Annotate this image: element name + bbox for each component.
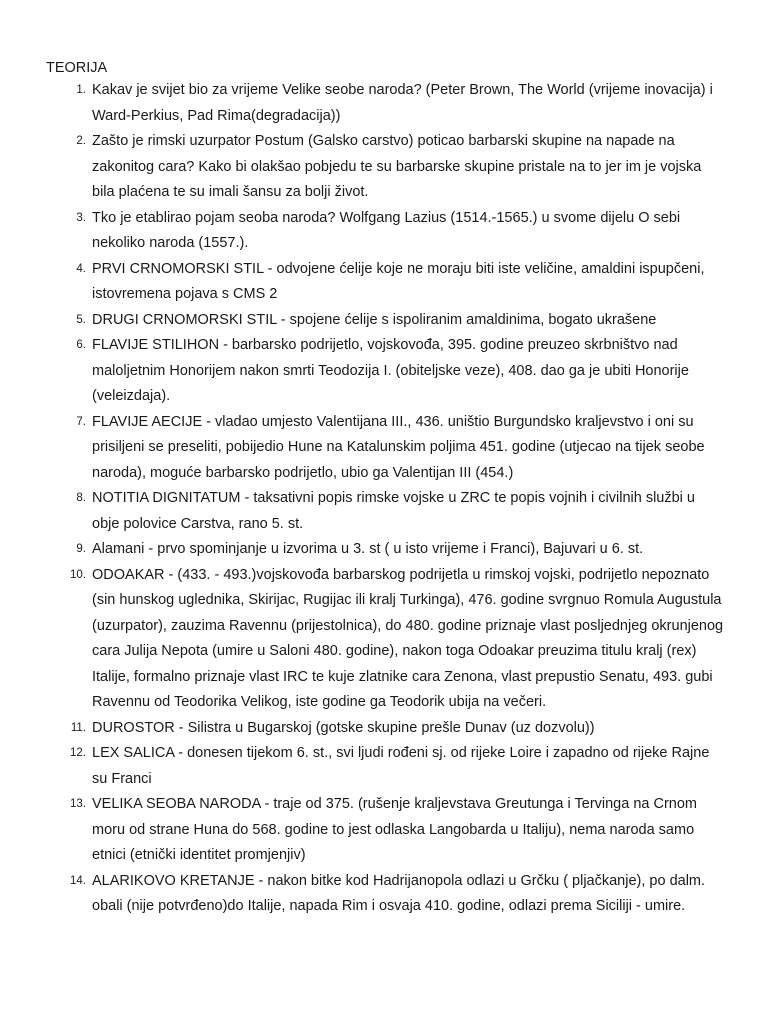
list-item-number: 12. xyxy=(70,747,86,759)
list-item-text: VELIKA SEOBA NARODA - traje od 375. (rušenje kraljevstava Greutunga i Tervinga na Crnom moru od strane Huna do 568. godine to jest odlaska Langobarda u Italiju), nema naroda samo etnici (etnički identitet promjenjiv) xyxy=(92,796,697,863)
list-item xyxy=(46,716,724,742)
list-item-number: 8. xyxy=(76,492,86,504)
list-item-text: Alamani - prvo spominjanje u izvorima u 3. st ( u isto vrijeme i Franci), Bajuvari u 6. st. xyxy=(92,541,644,557)
list-item xyxy=(46,333,724,410)
list-item-text: FLAVIJE AECIJE - vladao umjesto Valentijana III., 436. uništio Burgundsko kraljevstvo i oni su prisiljeni se preseliti, pobijedio Hune na Katalunskim poljima 451. godine (utjecao na tijek seobe naroda), moguće barbarsko podrijetlo, ubio ga Valentijan III (454.) xyxy=(92,413,705,481)
list-item-number: 4. xyxy=(76,262,86,275)
list-item xyxy=(46,486,724,537)
list-item xyxy=(46,563,724,716)
question-list xyxy=(46,78,724,920)
list-item-number: 10. xyxy=(70,568,86,581)
list-item-text: FLAVIJE STILIHON - barbarsko podrijetlo, vojskovođa, 395. godine preuzeo skrbništvo nad maloljetnim Honorijem nakon smrti Teodozija I. (obiteljske veze), 408. dao ga je ubiti Honorije (veleizdaja). xyxy=(92,337,689,404)
list-item xyxy=(46,78,724,129)
list-item-text: PRVI CRNOMORSKI STIL - odvojene ćelije koje ne moraju biti iste veličine, amaldini ispupčeni, istovremena pojava s CMS 2 xyxy=(92,260,705,302)
list-item-number: 11. xyxy=(70,721,86,734)
list-item-text: Kakav je svijet bio za vrijeme Velike seobe naroda? (Peter Brown, The World (vrijeme inovacija) i Ward-Perkius, Pad Rima(degradacija)) xyxy=(92,82,713,124)
list-item xyxy=(46,129,724,206)
list-item-number: 5. xyxy=(76,313,86,326)
list-item-text: DUROSTOR - Silistra u Bugarskoj (gotske skupine prešle Dunav (uz dozvolu)) xyxy=(92,719,595,736)
list-item xyxy=(46,537,724,563)
list-item xyxy=(46,869,724,920)
list-item xyxy=(46,410,724,487)
list-item-number: 14. xyxy=(70,874,86,887)
list-item-number: 13. xyxy=(70,798,86,810)
list-item xyxy=(46,792,724,869)
list-item-text: ODOAKAR - (433. - 493.)vojskovođa barbarskog podrijetla u rimskoj vojski, podrijetlo nepoznato (sin hunskog uglednika, Skirijac, Rugijac ili kralj Turkinga), 476. godine svrgnuo Romula Augustula (uzurpator), zauzima Ravennu (prijestolnica), do 480. godine priznaje vlast posljednjeg okrunjenog cara Julija Nepota (umire u Saloni 480. godine), nakon toga Odoakar preuzima titulu kralj (rex) Italije, formalno priznaje vlast IRC te kuje zlatnike cara Zenona, vlast prepustio Senatu, 493. gubi Ravennu od Teodorika Velikog, iste godine ga Teodorik ubija na večeri. xyxy=(92,566,724,710)
document-title: TEORIJA xyxy=(46,60,108,76)
list-item xyxy=(46,257,724,308)
list-item-number: 2. xyxy=(76,135,86,147)
list-item-number: 7. xyxy=(76,415,86,428)
list-item-text: DRUGI CRNOMORSKI STIL - spojene ćelije s ispoliranim amaldinima, bogato ukrašene xyxy=(92,311,657,328)
list-item-text: Zašto je rimski uzurpator Postum (Galsko carstvo) poticao barbarski skupine na napade na zakonitog cara? Kako bi olakšao pobjedu te su barbarske skupine pristale na to jer im je vojska bila plaćena te su imali šansu za bolji život. xyxy=(92,133,702,200)
list-item-number: 3. xyxy=(76,211,86,224)
list-item-number: 6. xyxy=(76,339,86,351)
list-item-text: ALARIKOVO KRETANJE - nakon bitke kod Hadrijanopola odlazi u Grčku ( pljačkanje), po dalm. obali (nije potvrđeno)do Italije, napada Rim i osvaja 410. godine, odlazi prema Siciliji - umire. xyxy=(92,872,706,914)
list-item-number: 1. xyxy=(76,84,86,96)
list-item-number: 9. xyxy=(76,543,86,555)
list-item-text: NOTITIA DIGNITATUM - taksativni popis rimske vojske u ZRC te popis vojnih i civilnih službi u obje polovice Carstva, rano 5. st. xyxy=(92,490,695,532)
list-item xyxy=(46,308,724,334)
list-item xyxy=(46,741,724,792)
list-item-text: Tko je etablirao pojam seoba naroda? Wolfgang Lazius (1514.-1565.) u svome dijelu O sebi nekoliko naroda (1557.). xyxy=(92,209,681,251)
list-item xyxy=(46,206,724,257)
list-item-text: LEX SALICA - donesen tijekom 6. st., svi ljudi rođeni sj. od rijeke Loire i zapadno od rijeke Rajne su Franci xyxy=(92,745,710,787)
